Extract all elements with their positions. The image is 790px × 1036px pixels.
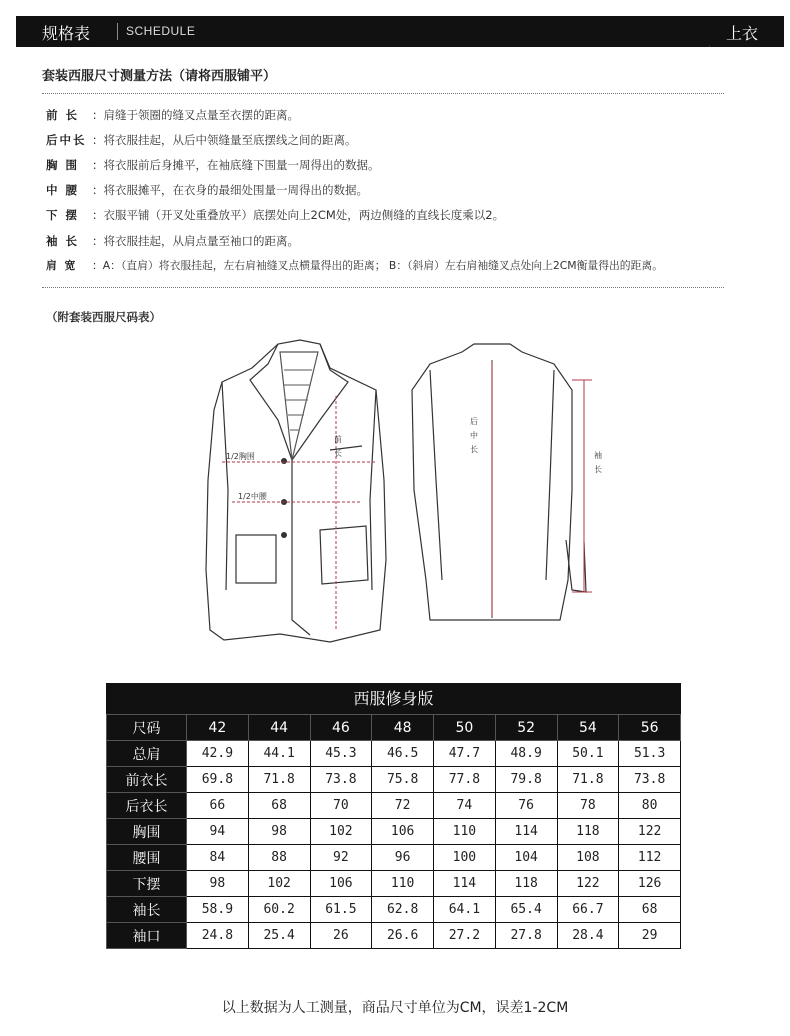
table-cell: 100 [434,845,496,871]
row-header-cell: 胸围 [107,819,187,845]
table-cell: 122 [619,819,681,845]
table-cell: 73.8 [619,767,681,793]
table-cell: 78 [557,793,619,819]
table-cell: 77.8 [434,767,496,793]
table-row [107,741,681,767]
table-cell: 51.3 [619,741,681,767]
table-cell: 106 [310,871,372,897]
table-cell: 94 [187,819,249,845]
header-cell: 尺码 [107,715,187,741]
table-header-row [107,715,681,741]
measure-term: 中 腰 [46,183,80,197]
label-front-length-2: 长 [334,449,342,458]
label-back-length-3: 长 [470,445,478,454]
table-cell: 98 [248,819,310,845]
table-cell: 28.4 [557,923,619,949]
table-cell: 80 [619,793,681,819]
row-header-cell: 袖长 [107,897,187,923]
measure-term: 下 摆 [46,208,80,222]
table-cell: 75.8 [372,767,434,793]
table-cell: 60.2 [248,897,310,923]
divider-top [42,93,724,94]
measure-desc: A：（直肩）将衣服挂起，左右肩袖缝叉点横量得出的距离； B：（斜肩）左右肩袖缝叉点处向上2CM衡量得出的距离。 [102,259,663,272]
table-row [107,871,681,897]
table-cell: 96 [372,845,434,871]
table-row [107,923,681,949]
table-cell: 102 [248,871,310,897]
row-header-cell: 下摆 [107,871,187,897]
table-cell: 26 [310,923,372,949]
table-cell: 48.9 [495,741,557,767]
table-cell: 118 [495,871,557,897]
back-measure-lines [492,362,592,616]
measure-desc: 将衣服挂起，从肩点量至袖口的距离。 [103,234,299,248]
table-cell: 58.9 [187,897,249,923]
measure-desc: 将衣服前后身摊平，在袖底缝下围量一周得出的数据。 [103,158,380,172]
measure-term: 袖 长 [46,234,80,248]
table-cell: 25.4 [248,923,310,949]
measure-term: 肩 宽 [46,259,78,272]
measure-hem: 下 摆 ：衣服平铺（开叉处重叠放平）底摆处向上2CM处，两边侧缝的直线长度乘以2。 [46,208,505,222]
table-cell: 47.7 [434,741,496,767]
table-cell: 84 [187,845,249,871]
measure-back-length: 后中长 ：将衣服挂起，从后中领缝量至底摆线之间的距离。 [46,133,357,147]
table-cell: 29 [619,923,681,949]
table-cell: 42.9 [187,741,249,767]
appendix-title: （附套装西服尺码表） [46,310,161,324]
tab-label: 上衣 [726,24,759,43]
table-cell: 106 [372,819,434,845]
measure-waist: 中 腰 ：将衣服摊平，在衣身的最细处围量一周得出的数据。 [46,183,368,197]
table-cell: 44.1 [248,741,310,767]
row-header-cell: 袖口 [107,923,187,949]
table-cell: 66 [187,793,249,819]
header-cell: 44 [248,715,310,741]
measure-desc: 将衣服摊平，在衣身的最细处围量一周得出的数据。 [103,183,368,197]
label-front-length-1: 前 [334,435,342,444]
header-subtitle: SCHEDULE [126,24,196,38]
table-cell: 68 [619,897,681,923]
table-row [107,897,681,923]
header-bar [16,16,784,47]
measure-term: 前 长 [46,108,80,122]
header-cell: 42 [187,715,249,741]
table-cell: 65.4 [495,897,557,923]
table-cell: 114 [434,871,496,897]
measure-term: 后中长 [46,133,87,147]
table-cell: 98 [187,871,249,897]
table-cell: 88 [248,845,310,871]
table-cell: 110 [434,819,496,845]
button-3 [281,532,287,538]
size-table-container [106,683,681,949]
table-cell: 24.8 [187,923,249,949]
table-cell: 72 [372,793,434,819]
row-header-cell: 总肩 [107,741,187,767]
table-cell: 108 [557,845,619,871]
table-cell: 46.5 [372,741,434,767]
table-cell: 79.8 [495,767,557,793]
table-cell: 50.1 [557,741,619,767]
measure-chest: 胸 围 ：将衣服前后身摊平，在袖底缝下围量一周得出的数据。 [46,158,380,172]
table-cell: 102 [310,819,372,845]
tab-notch [698,16,710,47]
header-cell: 48 [372,715,434,741]
header-cell: 56 [619,715,681,741]
measure-front-length: 前 长 ：肩缝于领圈的缝叉点量至衣摆的距离。 [46,108,299,122]
measure-desc: 肩缝于领圈的缝叉点量至衣摆的距离。 [103,108,299,122]
header-cell: 52 [495,715,557,741]
jacket-front-drawing [206,340,386,642]
header-title: 规格表 [42,24,91,43]
table-cell: 62.8 [372,897,434,923]
table-cell: 71.8 [248,767,310,793]
table-cell: 74 [434,793,496,819]
label-sleeve-2: 长 [594,465,602,474]
table-cell: 110 [372,871,434,897]
button-1 [281,458,287,464]
table-cell: 45.3 [310,741,372,767]
table-cell: 114 [495,819,557,845]
table-cell: 112 [619,845,681,871]
table-cell: 27.8 [495,923,557,949]
table-cell: 73.8 [310,767,372,793]
row-header-cell: 腰围 [107,845,187,871]
label-half-waist: 1/2中腰 [238,492,267,501]
table-row [107,767,681,793]
table-cell: 126 [619,871,681,897]
measure-shoulder: 肩 宽 ：A：（直肩）将衣服挂起，左右肩袖缝叉点横量得出的距离； B：（斜肩）左右肩袖缝叉点处向上2CM衡量得出的距离。 [46,259,663,272]
table-row [107,819,681,845]
measure-desc: 衣服平铺（开叉处重叠放平）底摆处向上2CM处，两边侧缝的直线长度乘以2。 [103,208,505,222]
table-cell: 64.1 [434,897,496,923]
jacket-diagram [180,330,620,670]
table-cell: 118 [557,819,619,845]
section-title: 套装西服尺寸测量方法（请将西服铺平） [42,69,277,84]
measure-desc: 将衣服挂起，从后中领缝量至底摆线之间的距离。 [103,133,357,147]
table-cell: 66.7 [557,897,619,923]
table-caption: 西服修身版 [106,683,681,714]
table-cell: 69.8 [187,767,249,793]
label-sleeve-1: 袖 [594,451,602,460]
tab-top-garment[interactable] [709,16,784,47]
footnote: 以上数据为人工测量，商品尺寸单位为CM，误差1-2CM [221,1000,569,1016]
jacket-back-drawing [412,344,586,620]
header-divider [117,23,118,40]
row-header-cell: 前衣长 [107,767,187,793]
table-cell: 61.5 [310,897,372,923]
label-half-chest: 1/2胸围 [226,452,255,461]
label-back-length-1: 后 [470,417,478,426]
table-cell: 70 [310,793,372,819]
divider-bottom [42,287,724,288]
table-cell: 68 [248,793,310,819]
table-cell: 92 [310,845,372,871]
header-cell: 46 [310,715,372,741]
table-row [107,793,681,819]
measure-sleeve: 袖 长 ：将衣服挂起，从肩点量至袖口的距离。 [46,234,299,248]
table-row [107,845,681,871]
table-cell: 104 [495,845,557,871]
table-cell: 27.2 [434,923,496,949]
table-cell: 76 [495,793,557,819]
table-cell: 71.8 [557,767,619,793]
header-cell: 50 [434,715,496,741]
size-table [106,714,681,949]
label-back-length-2: 中 [470,431,478,440]
table-cell: 122 [557,871,619,897]
table-cell: 26.6 [372,923,434,949]
row-header-cell: 后衣长 [107,793,187,819]
header-cell: 54 [557,715,619,741]
measure-term: 胸 围 [46,158,80,172]
